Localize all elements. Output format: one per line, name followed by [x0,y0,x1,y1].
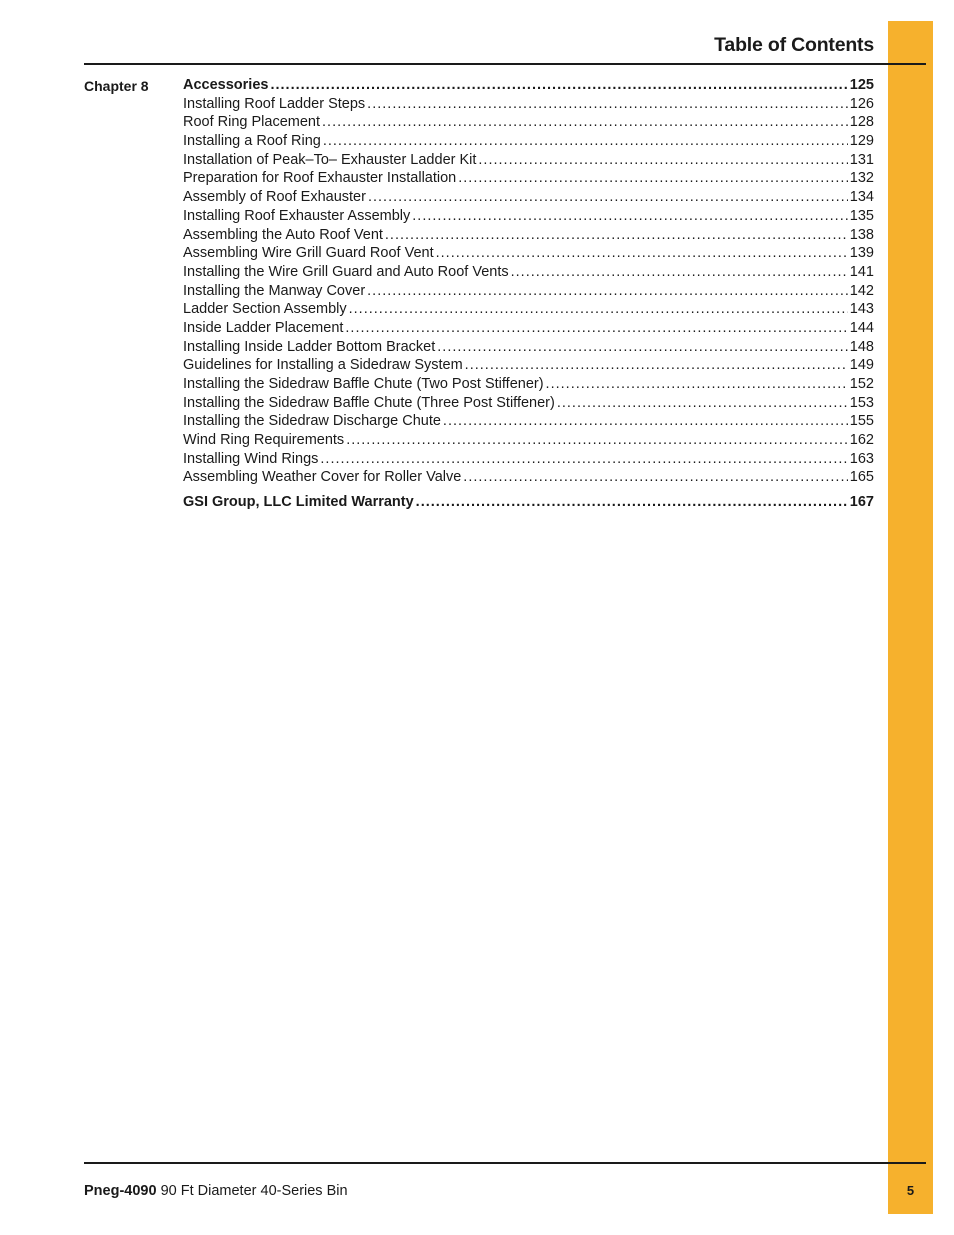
toc-dot-leader [367,283,848,299]
toc-entry-title: Assembly of Roof Exhauster [183,189,366,206]
toc-entry-title: Ladder Section Assembly [183,301,347,318]
toc-dot-leader [443,413,848,429]
toc-entry-page: 142 [849,282,874,299]
toc-dot-leader [270,77,847,93]
toc-entry-title: Assembling Wire Grill Guard Roof Vent [183,245,434,262]
toc-entry[interactable] [183,152,874,171]
toc-dot-leader [412,208,848,224]
toc-entry-page: 141 [849,263,874,280]
toc-entries [183,96,874,488]
toc-entry[interactable] [183,227,874,246]
toc-entry-page: 134 [849,189,874,206]
toc-entry-page: 149 [849,357,874,374]
toc-entry-title: Installing Roof Exhauster Assembly [183,207,411,224]
toc-entry[interactable] [183,283,874,302]
toc-entry-page: 152 [849,376,874,392]
toc-entry[interactable] [183,357,874,376]
footer-doc-title: 90 Ft Diameter 40-Series Bin [160,1183,348,1199]
toc-dot-leader [367,96,848,112]
toc-entry-title: Installation of Peak–To– Exhauster Ladder Kit [183,151,477,168]
toc-entry-page: 153 [849,394,874,411]
toc-entry[interactable] [183,170,874,189]
toc-entry-page: 162 [849,432,874,449]
toc-dot-leader [463,469,848,485]
footer-document-info [84,1183,348,1199]
toc-dot-leader [349,301,848,317]
toc-entry-title: Installing a Roof Ring [183,133,321,150]
toc-dot-leader [368,189,848,205]
toc-entry-page: 165 [849,469,874,486]
toc-entry-page: 148 [849,338,874,355]
toc-entry-page: 132 [849,170,874,187]
toc-entry-title: Installing Roof Ladder Steps [183,95,366,112]
toc-entry-page: 126 [849,95,874,112]
toc-entry-page: 138 [849,226,874,243]
toc-entry-title: Installing the Sidedraw Discharge Chute [183,413,441,430]
toc-entry-page: 131 [849,151,874,168]
toc-entry-title: Assembling the Auto Roof Vent [183,226,383,243]
toc-entry[interactable] [183,96,874,115]
footer-page-number: 5 [906,1183,915,1198]
toc-entry-title: Installing the Sidedraw Baffle Chute (Two Post Stiffener) [183,376,544,392]
toc-entry-page: 135 [849,207,874,224]
toc-entry-page: 139 [849,245,874,262]
toc-entry[interactable] [183,301,874,320]
toc-entry[interactable] [183,376,874,395]
toc-entry-title: Assembling Weather Cover for Roller Valve [183,469,462,486]
toc-entry[interactable] [183,114,874,133]
toc-dot-leader [320,451,847,467]
toc-entry-page: 155 [849,413,874,430]
toc-entry-title: Installing Inside Ladder Bottom Bracket [183,338,436,355]
toc-dot-leader [458,170,848,186]
toc-dot-leader [511,264,848,280]
toc-dot-leader [322,114,848,130]
toc-entry[interactable] [183,264,874,283]
page-title: Table of Contents [714,34,874,56]
toc-entry[interactable] [183,133,874,152]
toc-dot-leader [478,152,847,168]
toc-dot-leader [416,494,848,510]
toc-dot-leader [436,245,848,261]
toc-list [183,77,874,513]
toc-dot-leader [385,227,848,243]
footer-doc-id: Pneg-4090 [84,1183,157,1199]
toc-entry[interactable] [183,245,874,264]
toc-entry[interactable] [183,413,874,432]
footer-rule [84,1162,926,1164]
toc-entry-title: Installing the Wire Grill Guard and Auto Roof Vents [183,263,509,280]
toc-dot-leader [546,376,848,392]
side-accent-bar [888,21,933,1214]
toc-entry-title: Installing the Manway Cover [183,282,366,299]
toc-dot-leader [557,395,848,411]
toc-entry-page: 129 [849,133,874,150]
toc-dot-leader [345,320,847,336]
toc-entry-page: 144 [849,319,874,336]
toc-entry-page: 128 [849,114,874,131]
toc-chapter-heading[interactable] [183,77,874,96]
toc-entry-title: Accessories [183,77,269,93]
toc-entry[interactable] [183,432,874,451]
toc-entry-page: 163 [849,450,874,467]
toc-entry-title: Installing Wind Rings [183,450,319,467]
toc-entry-title: Wind Ring Requirements [183,432,345,449]
toc-entry-title: Preparation for Roof Exhauster Installation [183,170,457,187]
toc-entry-page: 167 [849,494,874,511]
toc-entry[interactable] [183,320,874,339]
toc-dot-leader [346,432,848,448]
toc-entry[interactable] [183,451,874,470]
toc-entry[interactable] [183,395,874,414]
toc-dot-leader [323,133,848,149]
toc-warranty-entry[interactable] [183,494,874,513]
toc-entry[interactable] [183,469,874,488]
toc-dot-leader [437,339,848,355]
toc-entry-title: Installing the Sidedraw Baffle Chute (Three Post Stiffener) [183,394,555,411]
toc-entry[interactable] [183,208,874,227]
header-rule [84,63,926,65]
toc-entry-title: Guidelines for Installing a Sidedraw System [183,357,463,374]
toc-entry[interactable] [183,189,874,208]
chapter-label: Chapter 8 [84,78,149,94]
toc-entry-title: GSI Group, LLC Limited Warranty [183,494,414,511]
toc-entry[interactable] [183,339,874,358]
toc-dot-leader [465,357,848,373]
toc-entry-title: Inside Ladder Placement [183,319,344,336]
toc-entry-page: 143 [849,301,874,318]
toc-entry-title: Roof Ring Placement [183,114,321,131]
toc-entry-page: 125 [849,77,874,93]
